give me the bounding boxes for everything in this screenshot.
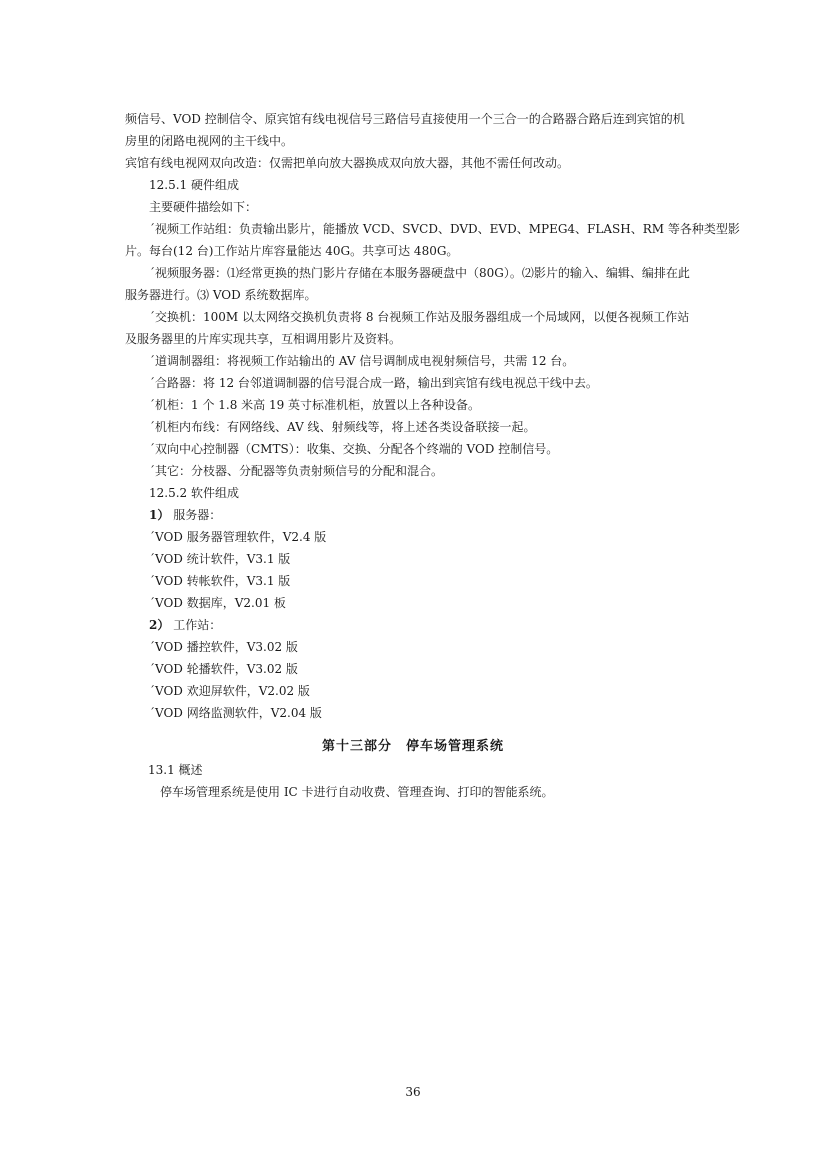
software-group-workstation-number: 2）	[149, 618, 170, 632]
software-heading: 12.5.2 软件组成	[149, 486, 239, 500]
software-server-item: ´VOD 转帐软件，V3.1 版	[149, 574, 291, 588]
hardware-item-switch-line-2: 及服务器里的片库实现共享，互相调用影片及资料。	[125, 332, 402, 346]
software-workstation-item: ´VOD 轮播软件，V3.02 版	[149, 662, 298, 676]
hardware-subheading: 主要硬件描绘如下：	[149, 200, 258, 214]
software-workstation-item: ´VOD 播控软件，V3.02 版	[149, 640, 298, 654]
software-group-workstation-header	[125, 614, 703, 636]
chapter-title: 第十三部分 停车场管理系统	[321, 739, 504, 754]
main-content	[125, 108, 740, 724]
hardware-item-cabinet-wiring: ´机柜内布线：有网络线、AV 线、射频线等，将上述各类设备联接一起。	[149, 420, 536, 434]
page-number: 36	[405, 1085, 421, 1099]
hardware-item-server-line-1: ´视频服务器：⑴经常更换的热门影片存储在本服务器硬盘中（80G）。⑵影片的输入、编辑、编排在此	[149, 266, 690, 280]
hardware-item-combiner: ´合路器：将 12 台邻道调制器的信号混合成一路，输出到宾馆有线电视总干线中去。	[149, 376, 598, 390]
software-group-workstation-label: 工作站：	[173, 618, 222, 632]
section-13-1	[148, 759, 708, 803]
hardware-item-other: ´其它：分枝器、分配器等负责射频信号的分配和混合。	[149, 464, 444, 478]
section-heading: 13.1 概述	[148, 763, 203, 777]
intro-line-1: 频信号、VOD 控制信令、原宾馆有线电视信号三路信号直接使用一个三合一的合路器合路后连到宾馆的机	[125, 112, 685, 126]
hardware-heading: 12.5.1 硬件组成	[149, 178, 239, 192]
software-workstation-item: ´VOD 网络监测软件，V2.04 版	[149, 706, 322, 720]
hardware-item-cabinet: ´机柜：1 个 1.8 米高 19 英寸标准机柜，放置以上各种设备。	[149, 398, 481, 412]
software-server-item: ´VOD 统计软件，V3.1 版	[149, 552, 291, 566]
intro-line-2: 房里的闭路电视网的主干线中。	[125, 134, 294, 148]
hardware-item-modulators: ´道调制器组：将视频工作站输出的 AV 信号调制成电视射频信号，共需 12 台。	[149, 354, 575, 368]
software-workstation-item: ´VOD 欢迎屏软件，V2.02 版	[149, 684, 310, 698]
hardware-item-workstations-line-2: 片。每台(12 台)工作站片库容量能达 40G。共享可达 480G。	[125, 244, 459, 258]
software-group-server-label: 服务器：	[173, 508, 222, 522]
software-server-item: ´VOD 数据库，V2.01 板	[149, 596, 286, 610]
hardware-item-switch-line-1: ´交换机：100M 以太网络交换机负责将 8 台视频工作站及服务器组成一个局域网，以便各视频工作站	[149, 310, 690, 324]
section-text: 停车场管理系统是使用 IC 卡进行自动收费、管理查询、打印的智能系统。	[160, 785, 554, 799]
software-group-server-number: 1）	[149, 508, 170, 522]
hardware-item-server-line-2: 服务器进行。⑶ VOD 系统数据库。	[125, 288, 317, 302]
software-group-server-header	[125, 504, 703, 526]
hardware-item-workstations-line-1: ´视频工作站组：负责输出影片，能播放 VCD、SVCD、DVD、EVD、MPEG4、FLASH、RM 等各种类型影	[149, 222, 740, 236]
intro-line-3: 宾馆有线电视网双向改造：仅需把单向放大器换成双向放大器，其他不需任何改动。	[125, 156, 570, 170]
software-server-item: ´VOD 服务器管理软件，V2.4 版	[149, 530, 327, 544]
hardware-item-cmts: ´双向中心控制器（CMTS）：收集、交换、分配各个终端的 VOD 控制信号。	[149, 442, 559, 456]
